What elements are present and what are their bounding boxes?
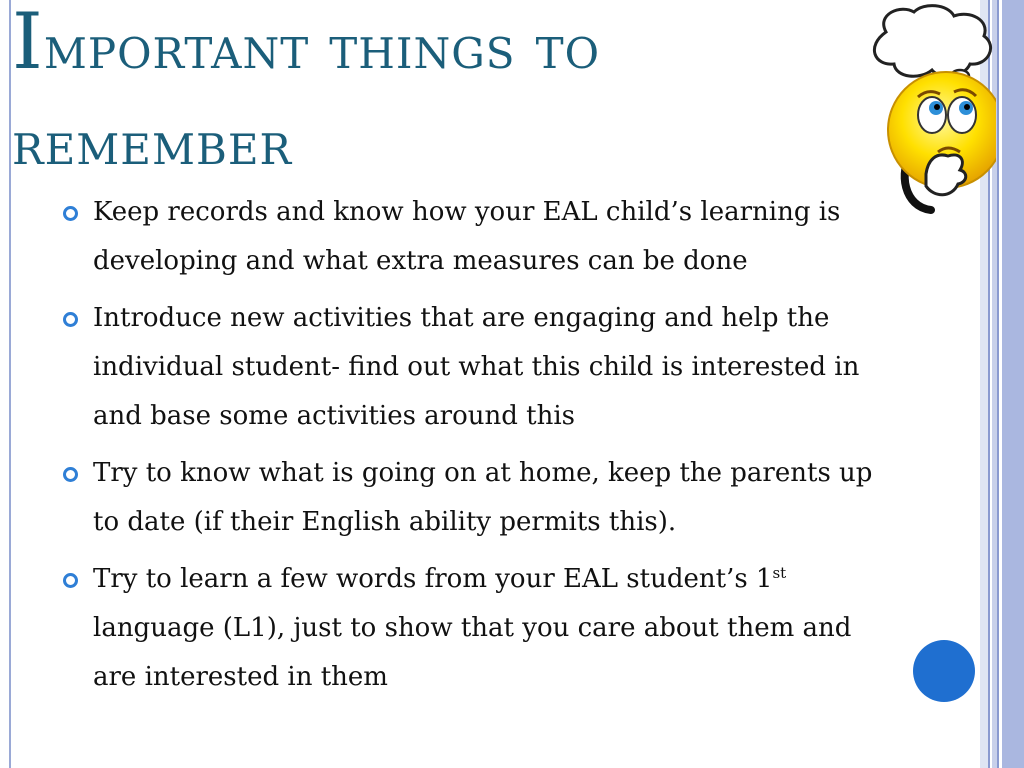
slide-title bbox=[12, 0, 872, 192]
blue-dot-icon bbox=[913, 640, 975, 702]
bullet-list bbox=[62, 188, 892, 710]
bullet-text-3: Try to know what is going on at home, keep the parents up to date (if their English ability permits this). bbox=[93, 458, 873, 537]
circle-bullet-icon bbox=[63, 573, 78, 588]
left-border-line bbox=[9, 0, 11, 768]
title-initial: I bbox=[12, 0, 44, 87]
bullet-item-4 bbox=[62, 555, 892, 702]
bullet-text-4-after: language (L1), just to show that you care about them and are interested in them bbox=[93, 613, 852, 692]
title-line-2: remember bbox=[12, 109, 293, 179]
circle-bullet-icon bbox=[63, 206, 78, 221]
circle-bullet-icon bbox=[63, 312, 78, 327]
bullet-text-4-before: Try to learn a few words from your EAL student’s 1 bbox=[93, 564, 773, 594]
title-rest: mportant things to bbox=[43, 13, 601, 83]
title-line-1 bbox=[12, 0, 872, 96]
bullet-text-1: Keep records and know how your EAL child’s learning is developing and what extra measures can be done bbox=[93, 197, 841, 276]
bullet-item-3 bbox=[62, 449, 892, 547]
bullet-item-1 bbox=[62, 188, 892, 286]
bullet-text-2: Introduce new activities that are engaging and help the individual student- find out what this child is interested in and base some activities around this bbox=[93, 303, 860, 431]
ordinal-superscript: st bbox=[772, 564, 787, 582]
circle-bullet-icon bbox=[63, 467, 78, 482]
bullet-item-2 bbox=[62, 294, 892, 441]
